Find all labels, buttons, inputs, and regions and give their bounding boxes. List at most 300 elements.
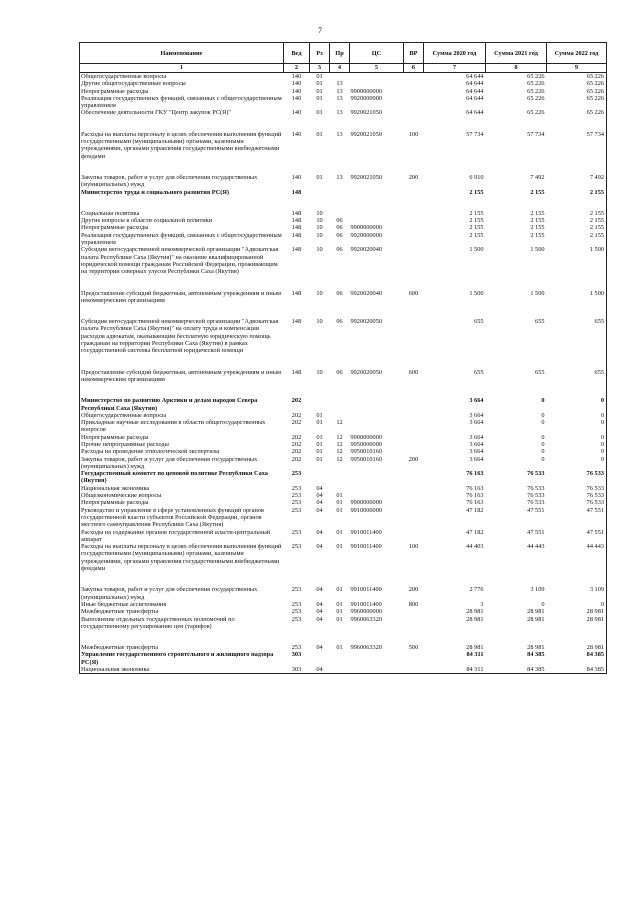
table-row bbox=[80, 217, 607, 224]
cell-name: Закупка товаров, работ и услуг для обеспечения государственных (муниципальных) нужд bbox=[80, 586, 284, 601]
cell-sum-2021: 28 981 bbox=[527, 615, 545, 623]
cell-sum-2021: 76 533 bbox=[527, 492, 545, 500]
cell-sum-2021: 57 734 bbox=[527, 130, 545, 138]
spacer-cell bbox=[80, 572, 284, 586]
cell-pr: 06 bbox=[336, 246, 343, 254]
cell-sum-2022: 0 bbox=[547, 412, 607, 419]
col-number: 7 bbox=[424, 64, 486, 73]
table-row bbox=[80, 189, 607, 196]
cell-sum-2022: 7 492 bbox=[547, 174, 607, 189]
cell-rz: 04 bbox=[310, 666, 330, 674]
spacer-cell bbox=[80, 630, 284, 644]
cell-ved: 148 bbox=[291, 368, 302, 376]
cell-vr bbox=[404, 412, 424, 419]
spacer-cell bbox=[284, 355, 310, 369]
cell-ved: 303 bbox=[284, 666, 310, 674]
cell-name: Непрограммные расходы bbox=[80, 88, 284, 95]
cell-pr: 13 bbox=[336, 173, 343, 181]
cell-rz: 01 bbox=[316, 455, 323, 463]
table-row bbox=[80, 80, 607, 87]
cell-sum-2022: 0 bbox=[547, 441, 607, 448]
spacer-cell bbox=[424, 160, 486, 174]
cell-sum-2021: 2 155 bbox=[530, 224, 545, 232]
cell-sum-2020: 28 981 bbox=[466, 644, 484, 652]
cell-pr: 01 bbox=[336, 492, 343, 500]
spacer-cell bbox=[310, 630, 330, 644]
cell-vr bbox=[404, 397, 424, 412]
spacer-cell bbox=[80, 117, 284, 131]
spacer-cell bbox=[284, 276, 310, 290]
col-number: 1 bbox=[80, 64, 284, 73]
cell-cs bbox=[350, 189, 404, 196]
cell-sum-2022: 65 226 bbox=[547, 88, 607, 95]
table-body bbox=[80, 73, 607, 674]
row-spacer bbox=[80, 276, 607, 290]
spacer-cell bbox=[547, 304, 607, 318]
cell-name: Общегосударственные вопросы bbox=[80, 412, 284, 419]
cell-pr: 06 bbox=[336, 231, 343, 239]
cell-rz bbox=[310, 189, 330, 196]
table-row bbox=[80, 397, 607, 412]
cell-sum-2020: 3 664 bbox=[469, 411, 484, 419]
row-spacer bbox=[80, 117, 607, 131]
table-row bbox=[80, 434, 607, 441]
cell-sum-2020: 76 163 bbox=[466, 499, 484, 507]
cell-vr bbox=[404, 224, 424, 231]
cell-ved: 202 bbox=[291, 411, 302, 419]
spacer-cell bbox=[284, 630, 310, 644]
cell-sum-2020: 6 910 bbox=[469, 173, 484, 181]
cell-name: Министерство труда и социального развития РС(Я) bbox=[80, 189, 284, 196]
spacer-cell bbox=[310, 117, 330, 131]
cell-sum-2021: 0 bbox=[541, 448, 545, 456]
table-row bbox=[80, 543, 607, 572]
cell-sum-2021: 44 443 bbox=[527, 543, 545, 551]
cell-pr bbox=[330, 470, 350, 485]
cell-sum-2021: 28 981 bbox=[527, 644, 545, 652]
cell-vr bbox=[404, 441, 424, 448]
cell-name: Прикладные научные исследования в области общегосударственных вопросов bbox=[80, 419, 284, 434]
cell-name: Иные бюджетные ассигнования bbox=[80, 601, 284, 608]
cell-sum-2020: 2 155 bbox=[469, 231, 484, 239]
cell-cs: 9920000000 bbox=[350, 231, 382, 239]
cell-ved: 140 bbox=[291, 109, 302, 117]
cell-ved: 148 bbox=[291, 224, 302, 232]
cell-sum-2020: 64 644 bbox=[466, 73, 484, 80]
cell-vr bbox=[404, 246, 424, 275]
col-number: 2 bbox=[284, 64, 310, 73]
cell-rz: 04 bbox=[316, 644, 323, 652]
cell-rz: 04 bbox=[316, 484, 323, 492]
cell-sum-2022: 2 155 bbox=[547, 232, 607, 247]
spacer-cell bbox=[486, 572, 547, 586]
spacer-cell bbox=[424, 196, 486, 210]
cell-cs bbox=[350, 666, 404, 674]
cell-rz: 01 bbox=[316, 87, 323, 95]
cell-vr bbox=[404, 73, 424, 81]
cell-cs bbox=[350, 80, 404, 87]
spacer-cell bbox=[284, 304, 310, 318]
cell-cs bbox=[350, 492, 404, 499]
cell-ved: 202 bbox=[291, 455, 302, 463]
cell-rz: 01 bbox=[316, 440, 323, 448]
cell-pr: 13 bbox=[336, 87, 343, 95]
spacer-cell bbox=[404, 304, 424, 318]
cell-ved: 253 bbox=[291, 499, 302, 507]
cell-rz: 01 bbox=[316, 130, 323, 138]
cell-vr bbox=[404, 318, 424, 354]
cell-rz: 01 bbox=[316, 80, 323, 88]
cell-sum-2020: 47 182 bbox=[466, 528, 484, 536]
spacer-cell bbox=[350, 572, 404, 586]
cell-sum-2022: 57 734 bbox=[547, 131, 607, 160]
spacer-cell bbox=[424, 630, 486, 644]
cell-sum-2021: 0 bbox=[541, 411, 545, 419]
header-rz: Рз bbox=[310, 43, 330, 64]
cell-vr bbox=[404, 485, 424, 492]
cell-vr bbox=[404, 434, 424, 441]
spacer-cell bbox=[350, 117, 404, 131]
cell-sum-2022: 84 385 bbox=[547, 651, 607, 666]
cell-vr bbox=[404, 88, 424, 95]
cell-ved: 202 bbox=[291, 419, 302, 427]
table-row bbox=[80, 456, 607, 471]
cell-ved: 140 bbox=[291, 80, 302, 88]
cell-rz bbox=[310, 397, 330, 412]
spacer-cell bbox=[350, 276, 404, 290]
cell-vr bbox=[404, 189, 424, 196]
cell-ved: 148 bbox=[291, 231, 302, 239]
cell-sum-2021: 65 226 bbox=[527, 94, 545, 102]
cell-rz: 04 bbox=[316, 499, 323, 507]
cell-ved: 253 bbox=[291, 586, 302, 594]
spacer-cell bbox=[404, 160, 424, 174]
table-row bbox=[80, 470, 607, 485]
spacer-cell bbox=[424, 355, 486, 369]
table-row bbox=[80, 174, 607, 189]
cell-cs bbox=[350, 651, 404, 666]
spacer-cell bbox=[547, 276, 607, 290]
cell-vr bbox=[404, 419, 424, 434]
cell-name: Закупка товаров, работ и услуг для обеспечения государственных (муниципальных) нужд bbox=[80, 456, 284, 471]
spacer-cell bbox=[330, 196, 350, 210]
cell-pr: 01 bbox=[336, 615, 343, 623]
cell-sum-2020: 64 644 bbox=[466, 87, 484, 95]
cell-sum-2022: 0 bbox=[547, 456, 607, 471]
spacer-cell bbox=[486, 117, 547, 131]
cell-rz: 01 bbox=[316, 448, 323, 456]
cell-pr bbox=[330, 73, 350, 81]
cell-sum-2021: 76 533 bbox=[527, 470, 545, 478]
cell-sum-2020: 3 664 bbox=[469, 419, 484, 427]
cell-name: Руководство и управление в сфере установленных функций органов государственной власти субъектов Российской Федерации, органов местного самоуправления Республики Саха (Якутия) bbox=[80, 507, 284, 529]
spacer-cell bbox=[547, 196, 607, 210]
cell-sum-2021: 2 155 bbox=[530, 209, 545, 217]
cell-pr: 12 bbox=[336, 440, 343, 448]
cell-sum-2021: 3 109 bbox=[530, 586, 545, 594]
cell-pr: 01 bbox=[336, 543, 343, 551]
spacer-cell bbox=[284, 383, 310, 397]
spacer-cell bbox=[486, 355, 547, 369]
cell-cs: 9920020050 bbox=[350, 318, 382, 326]
cell-ved: 253 bbox=[291, 600, 302, 608]
table-row bbox=[80, 131, 607, 160]
cell-cs: 9910011400 bbox=[350, 528, 382, 536]
cell-vr bbox=[404, 651, 424, 666]
header-cs: ЦС bbox=[350, 43, 404, 64]
cell-name: Предоставление субсидий бюджетным, автономным учреждениям и иным некоммерческим организациям bbox=[80, 290, 284, 305]
cell-sum-2022: 65 226 bbox=[547, 80, 607, 87]
cell-vr: 800 bbox=[408, 600, 419, 608]
cell-sum-2021: 0 bbox=[541, 419, 545, 427]
cell-name: Расходы на выплаты персоналу в целях обеспечения выполнения функций государственными (муниципальными) органами, казенными учреждениями, органами управления государственными внебюджетными фондами bbox=[80, 543, 284, 572]
cell-pr: 01 bbox=[336, 586, 343, 594]
cell-name: Прочие непрограммные расходы bbox=[80, 441, 284, 448]
table-row bbox=[80, 369, 607, 384]
cell-pr: 12 bbox=[336, 419, 343, 427]
cell-rz: 04 bbox=[316, 615, 323, 623]
spacer-cell bbox=[424, 304, 486, 318]
table-row bbox=[80, 616, 607, 631]
cell-cs: 9960000000 bbox=[350, 608, 382, 616]
cell-rz: 04 bbox=[316, 492, 323, 500]
cell-vr bbox=[404, 499, 424, 506]
spacer-cell bbox=[310, 572, 330, 586]
cell-vr: 100 bbox=[408, 130, 419, 138]
cell-sum-2021: 655 bbox=[535, 318, 545, 326]
cell-sum-2022: 2 155 bbox=[547, 189, 607, 196]
cell-sum-2021: 47 551 bbox=[527, 528, 545, 536]
cell-ved: 140 bbox=[291, 130, 302, 138]
cell-pr: 13 bbox=[336, 109, 343, 117]
cell-name: Предоставление субсидий бюджетным, автономным учреждениям и иным некоммерческим организациям bbox=[80, 369, 284, 384]
spacer-cell bbox=[330, 276, 350, 290]
cell-rz: 04 bbox=[316, 543, 323, 551]
cell-cs: 9900000000 bbox=[350, 499, 382, 507]
cell-sum-2020: 57 734 bbox=[466, 130, 484, 138]
cell-pr: 06 bbox=[336, 318, 343, 326]
cell-cs: 9920021050 bbox=[350, 173, 382, 181]
table-row bbox=[80, 507, 607, 529]
cell-sum-2021: 84 385 bbox=[486, 666, 547, 674]
cell-cs: 9900000000 bbox=[350, 433, 382, 441]
cell-sum-2021: 1 500 bbox=[530, 246, 545, 254]
spacer-cell bbox=[80, 383, 284, 397]
cell-sum-2020: 655 bbox=[474, 368, 484, 376]
cell-sum-2020: 76 163 bbox=[466, 484, 484, 492]
cell-pr bbox=[330, 651, 350, 666]
cell-pr bbox=[330, 666, 350, 674]
cell-name: Управление государственного строительного и жилищного надзора РС(Я) bbox=[80, 651, 284, 666]
cell-sum-2022: 0 bbox=[547, 397, 607, 412]
cell-ved: 148 bbox=[291, 246, 302, 254]
cell-sum-2020: 76 163 bbox=[466, 470, 484, 478]
table-row bbox=[80, 644, 607, 651]
spacer-cell bbox=[486, 196, 547, 210]
cell-sum-2022: 76 533 bbox=[547, 499, 607, 506]
table-row bbox=[80, 499, 607, 506]
cell-pr: 12 bbox=[336, 455, 343, 463]
cell-sum-2020: 3 664 bbox=[469, 433, 484, 441]
cell-sum-2022: 28 981 bbox=[547, 608, 607, 615]
table-row bbox=[80, 318, 607, 354]
cell-sum-2020: 76 163 bbox=[466, 492, 484, 500]
cell-ved: 202 bbox=[291, 397, 302, 405]
cell-vr: 200 bbox=[408, 586, 419, 594]
cell-sum-2021: 65 226 bbox=[527, 87, 545, 95]
cell-ved: 202 bbox=[291, 448, 302, 456]
spacer-cell bbox=[424, 383, 486, 397]
cell-cs: 9910011400 bbox=[350, 586, 382, 594]
cell-sum-2021: 2 155 bbox=[530, 188, 545, 196]
row-spacer bbox=[80, 160, 607, 174]
table-row bbox=[80, 529, 607, 544]
spacer-cell bbox=[486, 160, 547, 174]
cell-rz: 10 bbox=[316, 231, 323, 239]
cell-sum-2022: 28 981 bbox=[547, 644, 607, 651]
cell-name: Закупка товаров, работ и услуг для обеспечения государственных (муниципальных) нужд bbox=[80, 174, 284, 189]
cell-vr bbox=[404, 492, 424, 499]
cell-sum-2022: 0 bbox=[547, 434, 607, 441]
cell-rz: 04 bbox=[316, 600, 323, 608]
spacer-cell bbox=[350, 196, 404, 210]
cell-rz: 10 bbox=[316, 368, 323, 376]
cell-vr bbox=[404, 109, 424, 116]
cell-sum-2021: 65 226 bbox=[527, 80, 545, 88]
cell-sum-2022: 28 981 bbox=[547, 616, 607, 631]
spacer-cell bbox=[350, 304, 404, 318]
cell-rz: 10 bbox=[316, 246, 323, 254]
cell-pr: 06 bbox=[336, 224, 343, 232]
cell-ved: 202 bbox=[291, 433, 302, 441]
cell-sum-2022: 1 500 bbox=[547, 290, 607, 305]
spacer-cell bbox=[310, 160, 330, 174]
cell-cs bbox=[350, 470, 404, 485]
cell-pr bbox=[330, 397, 350, 412]
cell-sum-2022: 1 500 bbox=[547, 246, 607, 275]
cell-sum-2020: 3 664 bbox=[469, 448, 484, 456]
cell-sum-2020: 655 bbox=[474, 318, 484, 326]
cell-vr: 200 bbox=[408, 173, 419, 181]
cell-vr bbox=[404, 80, 424, 87]
cell-name: Государственный комитет по ценовой политике Республики Саха (Якутия) bbox=[80, 470, 284, 485]
cell-rz bbox=[310, 651, 330, 666]
cell-cs: 9920000000 bbox=[350, 94, 382, 102]
cell-sum-2021: 28 981 bbox=[527, 608, 545, 616]
table-row bbox=[80, 109, 607, 116]
table-row bbox=[80, 412, 607, 419]
cell-name: Национальная экономика bbox=[80, 485, 284, 492]
cell-sum-2021: 0 bbox=[541, 397, 545, 405]
col-number: 4 bbox=[330, 64, 350, 73]
cell-sum-2022: 84 385 bbox=[547, 666, 607, 674]
cell-sum-2022: 65 226 bbox=[547, 109, 607, 116]
cell-ved: 253 bbox=[291, 615, 302, 623]
cell-name: Обеспечение деятельности ГКУ "Центр закупок РС(Я)" bbox=[80, 109, 284, 116]
spacer-cell bbox=[424, 117, 486, 131]
cell-pr: 01 bbox=[336, 528, 343, 536]
row-spacer bbox=[80, 196, 607, 210]
cell-sum-2020: 84 311 bbox=[466, 651, 484, 659]
cell-name: Непрограммные расходы bbox=[80, 499, 284, 506]
cell-sum-2020: 64 644 bbox=[466, 80, 484, 88]
cell-sum-2021: 65 226 bbox=[527, 73, 545, 80]
cell-sum-2020: 84 311 bbox=[424, 666, 486, 674]
spacer-cell bbox=[80, 276, 284, 290]
cell-sum-2022: 0 bbox=[547, 448, 607, 455]
spacer-cell bbox=[330, 160, 350, 174]
cell-rz: 01 bbox=[316, 94, 323, 102]
cell-sum-2020: 2 776 bbox=[469, 586, 484, 594]
cell-rz: 04 bbox=[316, 506, 323, 514]
cell-sum-2020: 1 500 bbox=[469, 246, 484, 254]
table-row bbox=[80, 485, 607, 492]
cell-name: Национальная экономика bbox=[80, 666, 284, 674]
cell-cs: 9920020050 bbox=[350, 368, 382, 376]
cell-vr: 200 bbox=[408, 455, 419, 463]
cell-pr: 06 bbox=[336, 368, 343, 376]
spacer-cell bbox=[547, 630, 607, 644]
cell-sum-2021: 0 bbox=[541, 600, 545, 608]
cell-name: Расходы на выплаты персоналу в целях обеспечения выполнения функций государственными (муниципальными) органами, казенными учреждениями, органами управления государственными внебюджетными фондами bbox=[80, 131, 284, 160]
cell-sum-2022: 655 bbox=[547, 318, 607, 354]
table-row bbox=[80, 88, 607, 95]
cell-vr bbox=[404, 507, 424, 529]
cell-name: Общегосударственные вопросы bbox=[80, 73, 284, 81]
spacer-cell bbox=[330, 117, 350, 131]
cell-name: Социальная политика bbox=[80, 210, 284, 217]
spacer-cell bbox=[330, 383, 350, 397]
table-row bbox=[80, 601, 607, 608]
cell-sum-2022: 655 bbox=[547, 369, 607, 384]
cell-sum-2022: 0 bbox=[547, 601, 607, 608]
spacer-cell bbox=[310, 355, 330, 369]
cell-sum-2021: 0 bbox=[541, 440, 545, 448]
cell-sum-2021: 1 500 bbox=[530, 289, 545, 297]
cell-sum-2022: 65 226 bbox=[547, 73, 607, 81]
spacer-cell bbox=[350, 383, 404, 397]
cell-name: Общеэкономические вопросы bbox=[80, 492, 284, 499]
table-header bbox=[80, 43, 607, 73]
cell-pr bbox=[330, 189, 350, 196]
cell-rz: 04 bbox=[316, 528, 323, 536]
table-row bbox=[80, 290, 607, 305]
cell-name: Субсидия негосударственной некоммерческой организации "Адвокатская палата Республики Саха (Якутия)" на оплату труда и компенсации расходов адвокатам, оказывающим бесплатную юридическую помощь гражданам на территории Республики Саха (Якутия) в рамках государственной системы бесплатной юридической помощи bbox=[80, 318, 284, 354]
spacer-cell bbox=[404, 630, 424, 644]
cell-pr: 13 bbox=[336, 80, 343, 88]
row-spacer bbox=[80, 572, 607, 586]
spacer-cell bbox=[547, 572, 607, 586]
cell-rz: 01 bbox=[316, 173, 323, 181]
cell-ved: 140 bbox=[291, 73, 302, 80]
cell-sum-2021: 65 226 bbox=[527, 109, 545, 117]
cell-sum-2021: 2 155 bbox=[530, 217, 545, 225]
cell-rz: 10 bbox=[316, 209, 323, 217]
cell-ved: 148 bbox=[291, 188, 302, 196]
table-row bbox=[80, 246, 607, 275]
cell-ved: 202 bbox=[291, 440, 302, 448]
cell-name: Непрограммные расходы bbox=[80, 224, 284, 231]
spacer-cell bbox=[350, 160, 404, 174]
cell-pr: 01 bbox=[336, 506, 343, 514]
cell-rz: 01 bbox=[316, 73, 323, 80]
table-row bbox=[80, 492, 607, 499]
cell-cs: 9950010160 bbox=[350, 455, 382, 463]
col-number: 5 bbox=[350, 64, 404, 73]
cell-ved: 148 bbox=[291, 289, 302, 297]
cell-pr: 13 bbox=[336, 130, 343, 138]
header-name: Наименование bbox=[80, 43, 284, 64]
